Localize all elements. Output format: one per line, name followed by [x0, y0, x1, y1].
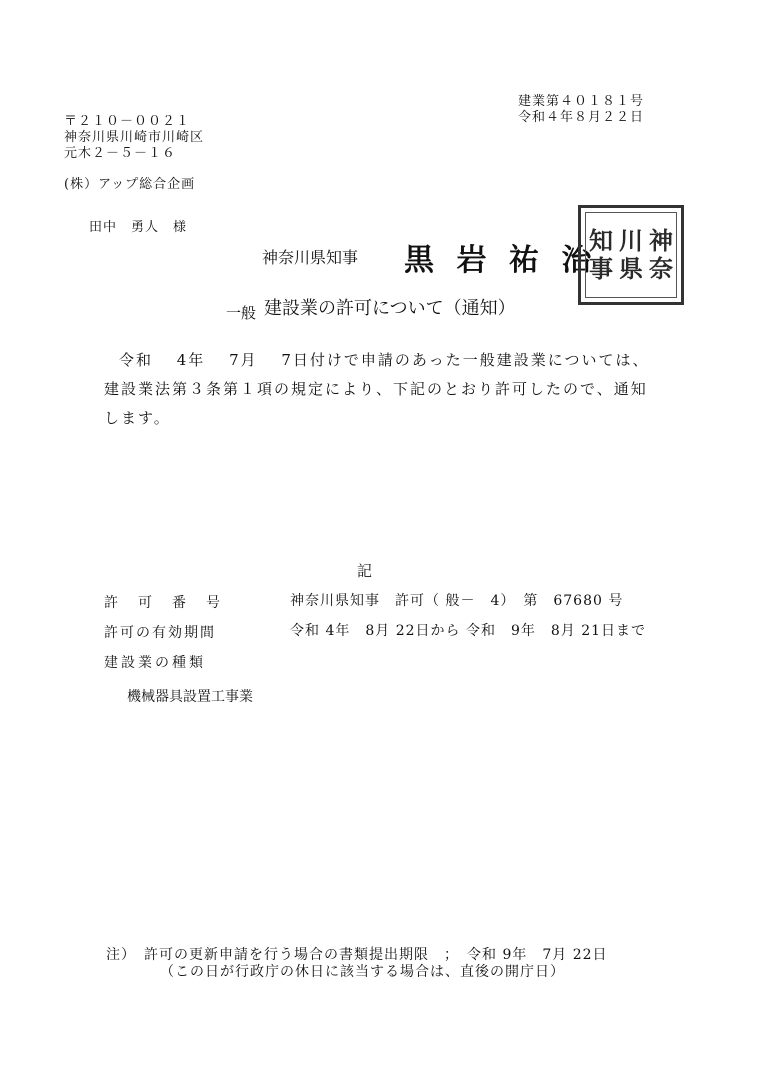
note-line: 注） 許可の更新申請を行う場合の書類提出期限 ； 令和 9年 7月 22日: [106, 947, 608, 963]
sender-title: 神奈川県知事: [262, 248, 359, 267]
recipient-address-line2: 元木２－５－１６: [64, 146, 177, 161]
body-line: 令和 4年 7月 7日付けで申請のあった一般建設業については、: [119, 351, 650, 369]
construction-type-label: 建設業の種類: [104, 655, 206, 671]
seal-column: 神 奈: [649, 226, 673, 283]
body-line: します。: [104, 409, 171, 427]
sender-name: 黒 岩 祐 治: [404, 243, 598, 278]
recipient-company: (株）アップ総合企画: [64, 177, 196, 192]
seal-column: 川 県: [619, 226, 643, 283]
seal-column: 知 事: [589, 226, 613, 283]
ki-heading: 記: [357, 562, 373, 580]
permit-number-value: 神奈川県知事 許可（ 般－ 4） 第 67680 号: [290, 593, 624, 609]
validity-period-label: 許可の有効期間: [104, 625, 216, 641]
note-line: （この日が行政庁の休日に該当する場合は、直後の開庁日）: [160, 964, 565, 980]
recipient-name: 田中 勇人 様: [89, 220, 188, 235]
construction-type-value: 機械器具設置工事業: [127, 689, 253, 705]
validity-period-value: 令和 4年 8月 22日から 令和 9年 8月 21日まで: [290, 623, 647, 639]
recipient-postal-code: 〒２１０－００２１: [64, 114, 191, 129]
official-seal: [578, 205, 684, 305]
recipient-address-line1: 神奈川県川崎市川崎区: [64, 130, 205, 145]
subject-prefix: 一般: [226, 304, 257, 322]
subject-title: 建設業の許可について（通知）: [264, 298, 516, 319]
body-line: 建設業法第３条第１項の規定により、下記のとおり許可したので、通知: [104, 380, 648, 398]
permit-number-label: 許 可 番 号: [104, 595, 223, 611]
document-number: 建業第４０１８１号: [518, 94, 645, 109]
document-date: 令和４年８月２２日: [518, 110, 645, 125]
